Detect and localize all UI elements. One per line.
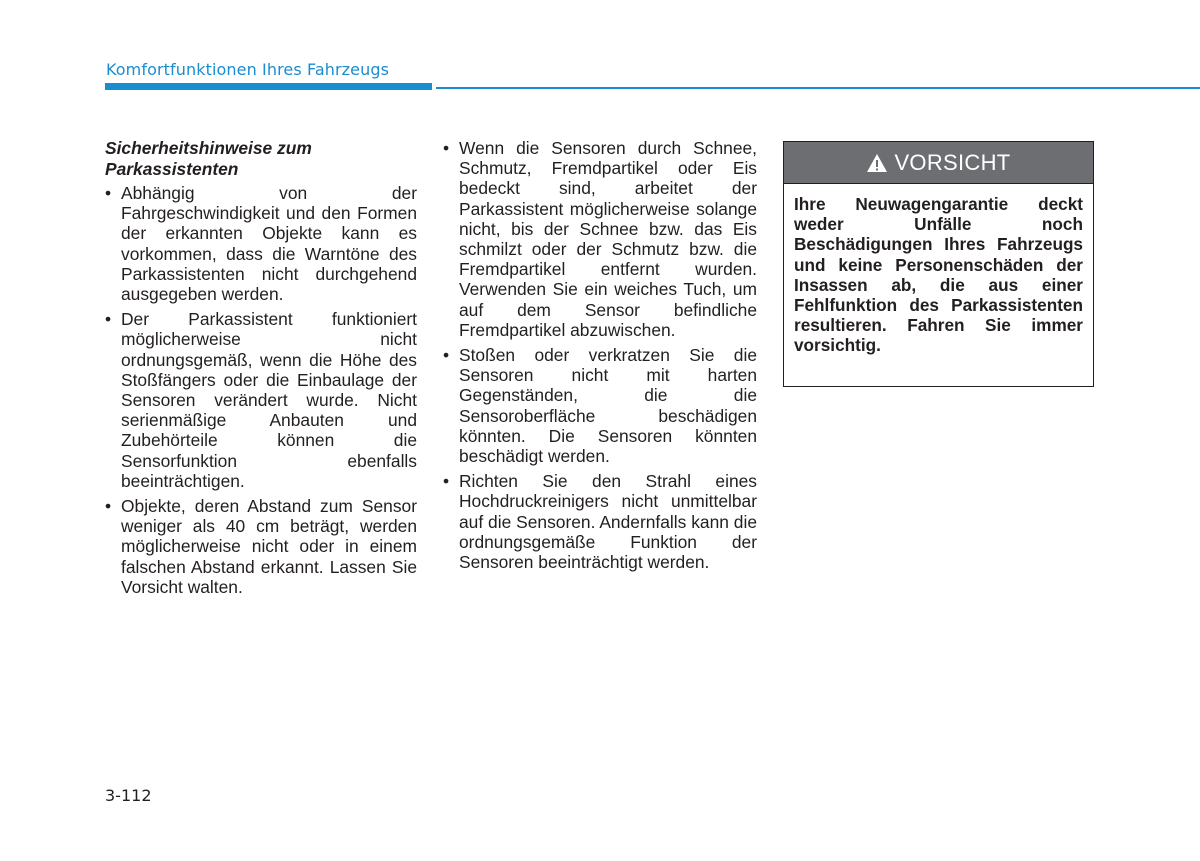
section-heading: Sicherheitshinweise zum Parkassistenten [105, 138, 312, 179]
list-item: • Stoßen oder verkratzen Sie die Sensoren nicht mit harten Gegenständen, die die Sensoroberfläche beschädigen könnten. Die Sensoren könnten beschädigt werden. [443, 345, 757, 466]
list-item: • Abhängig von der Fahrgeschwindigkeit und den Formen der erkannten Objekte kann es vorkommen, dass die Warntöne des Parkassistenten nicht durchgehend ausgegeben werden. [105, 183, 417, 304]
header-rule-thick [105, 83, 432, 90]
list-item: • Wenn die Sensoren durch Schnee, Schmutz, Fremdpartikel oder Eis bedeckt sind, arbeitet der Parkassistent möglicherweise solange nicht, bis der Schnee bzw. das Eis schmilzt oder der Schmutz bzw. die Fremdpartikel entfernt wurden. Verwenden Sie ein weiches Tuch, um auf dem Sensor befindliche Fremdpartikel abzuwischen. [443, 138, 757, 340]
header-rule-thin [436, 87, 1200, 89]
caution-box [783, 141, 1094, 387]
bullet-list-left [105, 183, 417, 597]
column-middle [443, 138, 757, 577]
page-number: 3-112 [105, 786, 152, 805]
column-left [105, 138, 417, 602]
caution-title: VORSICHT [894, 149, 1011, 175]
caution-text: Ihre Neuwagengarantie deckt weder Unfälle noch Beschädigungen Ihres Fahrzeugs und keine Personenschäden der Insassen ab, die aus einer Fehlfunktion des Parkassistenten resultieren. Fahren Sie immer vorsichtig. [794, 194, 1083, 356]
list-item: • Objekte, deren Abstand zum Sensor weniger als 40 cm beträgt, werden möglicherweise nicht oder in einem falschen Abstand erkannt. Lassen Sie Vorsicht walten. [105, 496, 417, 597]
list-item: • Richten Sie den Strahl eines Hochdruckreinigers nicht unmittelbar auf die Sensoren. Andernfalls kann die ordnungsgemäße Funktion der Sensoren beeinträchtigt werden. [443, 471, 757, 572]
warning-triangle-icon [866, 153, 888, 173]
caution-header [784, 142, 1093, 184]
bullet-list-middle [443, 138, 757, 572]
section-header-title: Komfortfunktionen Ihres Fahrzeugs [106, 60, 390, 79]
list-item: • Der Parkassistent funktioniert möglicherweise nicht ordnungsgemäß, wenn die Höhe des Stoßfängers oder die Einbaulage der Sensoren verändert wurde. Nicht serienmäßige Anbauten und Zubehörteile können die Sensorfunktion ebenfalls beeinträchtigen. [105, 309, 417, 491]
